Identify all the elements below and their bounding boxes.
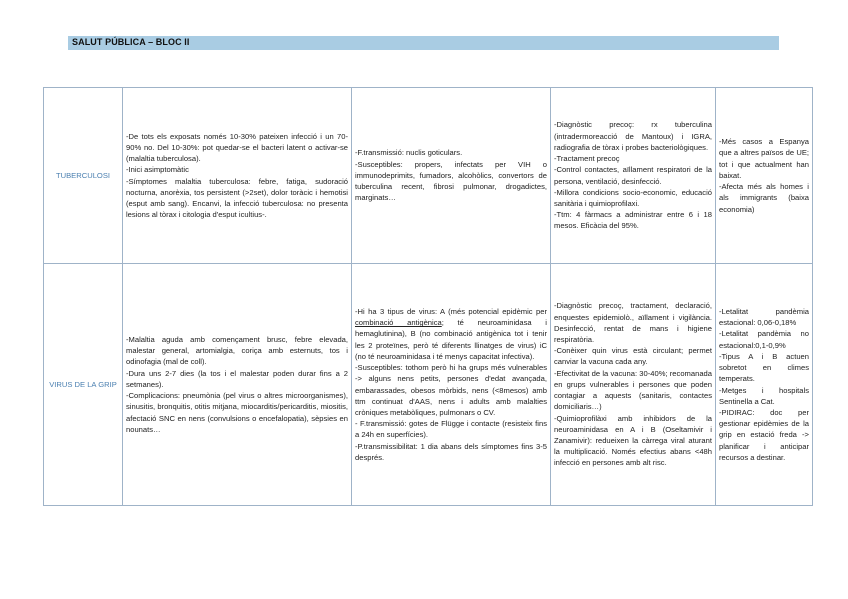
table-cell <box>551 88 716 264</box>
cell-line: -Control contactes, aïllament respiratori de la persona, ventilació, desinfecció. <box>554 165 712 186</box>
cell-line: -Conèixer quin virus està circulant; permet canviar la vacuna cada any. <box>554 346 712 367</box>
table-row <box>44 88 813 264</box>
cell-line: -Complicacions: pneumònia (pel virus o altres microorganismes), sinusitis, bronquitis, otitis mitjana, miocarditis/pericarditis, miositis, afectació SNC en nens (convulsions o encefalopatia), sèpsies en nounats… <box>126 391 348 434</box>
cell-line: - F.transmissió: gotes de Flügge i contacte (resisteix fins a 24h en superfícies). <box>355 419 547 440</box>
table-cell <box>716 264 813 506</box>
cell-line: -F.transmissió: nuclis goticulars. <box>355 148 463 158</box>
cell-line: -Símptomes malaltia tuberculosa: febre, fatiga, sudoració nocturna, anorèxia, tos persistent (>2set), dolor toràcic i hemotisi (esput amb sang). Encanvi, la infecció tuberculosa: no presenta lesions al tòrax i citologia d'esput icultius-. <box>126 176 348 220</box>
cell-line: -Metges i hospitals Sentinella a Cat. <box>719 385 809 406</box>
table-cell <box>352 88 551 264</box>
row-header: TUBERCULOSI <box>44 88 123 264</box>
table-cell <box>352 264 551 506</box>
cell-line: -Efectivitat de la vacuna: 30-40%; recomanada en grups vulnerables i persones que poden contagiar a aquests (sanitaris, contactes domiciliaris…) <box>554 368 712 412</box>
content-table <box>43 87 813 506</box>
cell-line: -Afecta més als homes i als immigrants (baixa economia) <box>719 182 809 214</box>
cell-line: -Més casos a Espanya que a altres països de UE; tot i que actualment han baixat. <box>719 137 809 180</box>
table-row <box>44 264 813 506</box>
cell-line: -Letalitat pandèmia estacional: 0,06-0,18% <box>719 307 809 328</box>
cell-line: -Susceptibles: tothom però hi ha grups més vulnerables -> alguns nens petits, persones d'edat avançada, embarassades, obesos mòrbids, nens (<8mesos) amb ttm continuat d'AAS, nens i adults amb malalties cròniques metabòliques, pulmonars o CV. <box>355 363 547 417</box>
table-cell <box>123 88 352 264</box>
underlined-term: combinació antigènica <box>355 318 442 328</box>
cell-line: -Millora condicions socio-economic, educació sanitària i quimioprofilaxi. <box>554 187 712 208</box>
cell-line: -De tots els exposats només 10-30% pateixen infecció i un 70-90% no. Del 10-30%: pot quedar-se el bacteri latent o activar-se (malaltia tuberculosa). <box>126 131 348 164</box>
cell-line: -Susceptibles: propers, infectats per VIH o immunodeprimits, fumadors, alcohòlics, convertors de tuberculina recent, fibrosi pulmonar, drogadictes, marginats… <box>355 159 547 203</box>
cell-line: -P.transmissibilitat: 1 dia abans dels símptomes fins 3-5 després. <box>355 441 547 462</box>
cell-line <box>355 306 547 362</box>
table-cell <box>551 264 716 506</box>
cell-text: ; té neuroaminidasa i hemaglutinina), B (no combinació antigènica tot i tenir les 2 proteïnes, però té diferents llinatges de virus) iC (no té neuroaminidasa i té menys capacitat infectiva). <box>355 318 547 361</box>
cell-line: -Quimioprofilàxi amb inhibidors de la neuroaminidasa en A i B (Oseltamivir i Zanamivir): redueixen la càrrega viral aturant la multiplicació. Només efectius abans <48h infecció en persones amb alt risc. <box>554 413 712 468</box>
cell-line: -Ttm: 4 fàrmacs a administrar entre 6 i 18 mesos. Eficàcia del 95%. <box>554 210 712 231</box>
cell-line: -PIDIRAC: doc per gestionar epidèmies de la grip en estació freda -> planificar i anticipar recursos a destinar. <box>719 407 809 462</box>
cell-line: -Diagnòstic precoç, tractament, declaració, enquestes epidemiolò., aïllament i vigilància. Desinfecció, rentat de mans i higiene respiratòria. <box>554 301 712 345</box>
cell-line: -Letalitat pandèmia no estacional:0,1-0,9% <box>719 329 809 350</box>
cell-line: -Dura uns 2-7 dies (la tos i el malestar poden durar fins a 2 setmanes). <box>126 368 348 389</box>
cell-text: -Hi ha 3 tipus de virus: A (més potencial epidèmic per <box>355 307 547 317</box>
table-cell <box>716 88 813 264</box>
cell-line: -Tipus A i B actuen sobretot en climes temperats. <box>719 351 809 384</box>
cell-line: -Malaltia aguda amb començament brusc, febre elevada, malestar general, artomialgia, coriça amb esternuts, tos i odinofagia (mal de coll). <box>126 335 348 367</box>
page-title: SALUT PÚBLICA – BLOC II <box>72 37 190 47</box>
cell-line: -Tractament precoç <box>554 154 620 164</box>
cell-line: -Inici asimptomàtic <box>126 165 189 175</box>
row-header: VIRUS DE LA GRIP <box>44 264 123 506</box>
cell-line: -Diagnòstic precoç: rx tuberculina (intradermoreacció de Mantoux) i IGRA, radiografia de tòrax i probes bacteriològiques. <box>554 120 712 152</box>
table-cell <box>123 264 352 506</box>
title-bar <box>68 36 779 50</box>
